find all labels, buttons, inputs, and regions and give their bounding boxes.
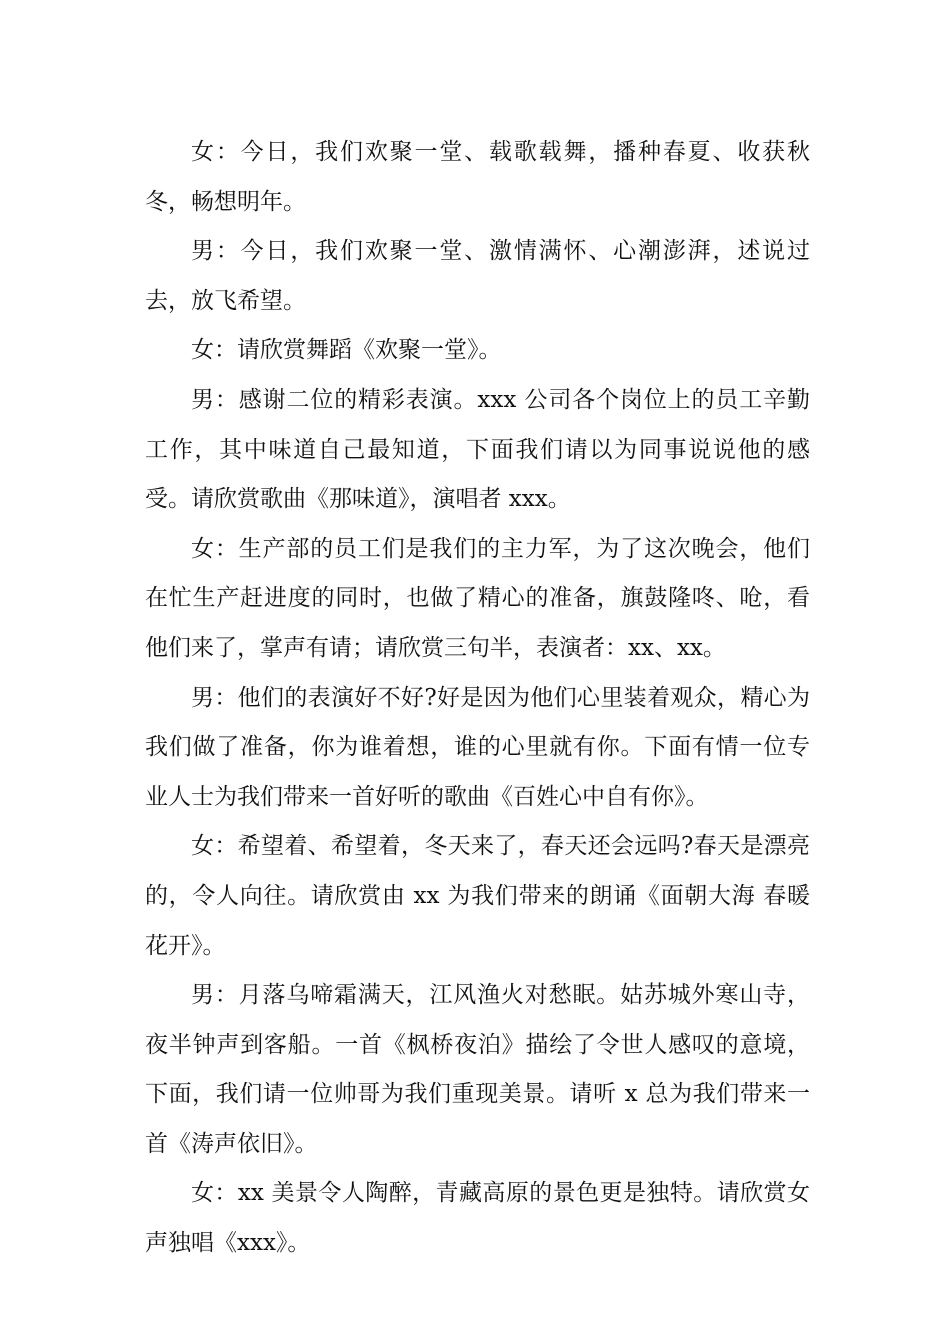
paragraph-8: 男：月落乌啼霜满天，江风渔火对愁眠。姑苏城外寒山寺，夜半钟声到客船。一首《枫桥夜泊》描绘了令世人感叹的意境，下面，我们请一位帅哥为我们重现美景。请听 x 总为我们带来一首《涛声依旧》。 — [145, 982, 810, 1157]
paragraph-7: 女：希望着、希望着，冬天来了，春天还会远吗?春天是漂亮的，令人向往。请欣赏由 xx 为我们带来的朗诵《面朝大海 春暖花开》。 — [145, 833, 810, 959]
paragraph-3: 女：请欣赏舞蹈《欢聚一堂》。 — [191, 337, 502, 364]
paragraph-1: 女：今日，我们欢聚一堂、载歌载舞，播种春夏、收获秋冬，畅想明年。 — [145, 139, 810, 215]
document-body — [145, 128, 810, 1269]
paragraph-9: 女：xx 美景令人陶醉，青藏高原的景色更是独特。请欣赏女声独唱《xxx》。 — [145, 1180, 810, 1257]
paragraph-6: 男：他们的表演好不好?好是因为他们心里装着观众，精心为我们做了准备，你为谁着想，谁的心里就有你。下面有情一位专业人士为我们带来一首好听的歌曲《百姓心中自有你》。 — [145, 684, 810, 810]
paragraph-2: 男：今日，我们欢聚一堂、激情满怀、心潮澎湃，述说过去，放飞希望。 — [145, 238, 810, 314]
paragraph-5: 女：生产部的员工们是我们的主力军，为了这次晚会，他们在忙生产赶进度的同时，也做了精心的准备，旗鼓隆咚、呛，看他们来了，掌声有请；请欣赏三句半，表演者：xx、xx。 — [145, 535, 810, 661]
paragraph-4: 男：感谢二位的精彩表演。xxx 公司各个岗位上的员工辛勤工作，其中味道自己最知道，下面我们请以为同事说说他的感受。请欣赏歌曲《那味道》，演唱者 xxx。 — [145, 386, 810, 513]
